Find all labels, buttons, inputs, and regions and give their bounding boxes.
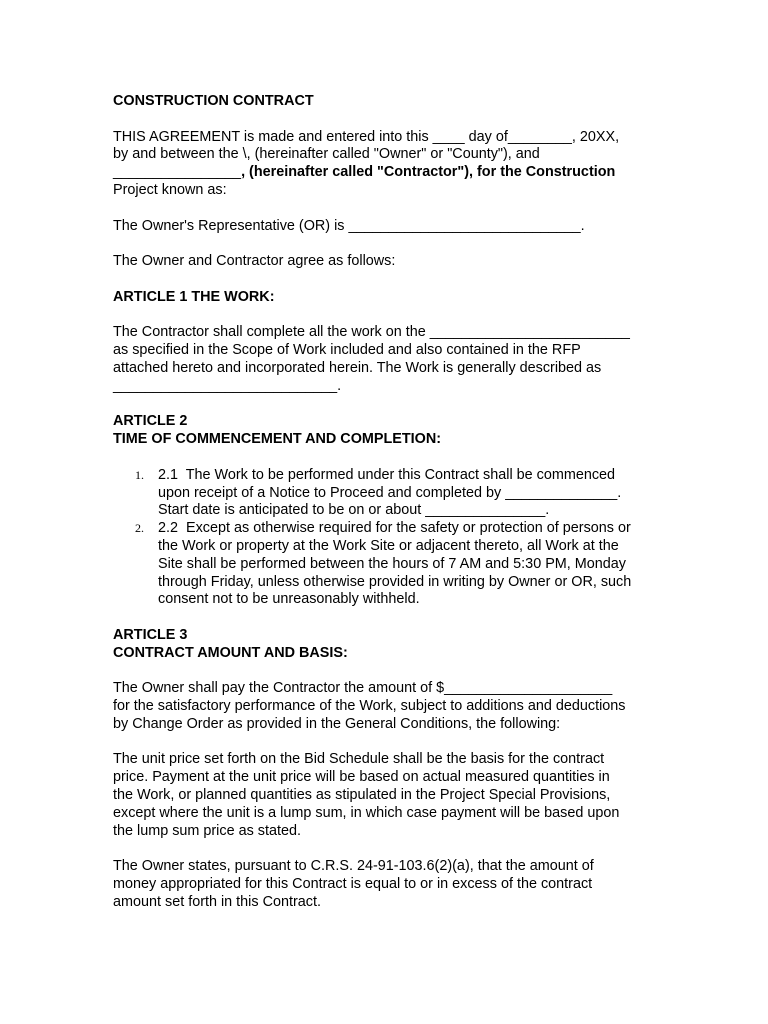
paragraph-line: as specified in the Scope of Work included and also contained in the RFP <box>113 342 581 359</box>
paragraph-line: The Owner states, pursuant to C.R.S. 24-91-103.6(2)(a), that the amount of <box>113 858 594 875</box>
list-line: Site shall be performed between the hours of 7 AM and 5:30 PM, Monday <box>158 555 626 572</box>
article-1-heading: ARTICLE 1 THE WORK: <box>113 288 275 305</box>
article-1-paragraph <box>113 324 663 395</box>
list-item <box>113 467 663 520</box>
list-text: The Work to be performed under this Contract shall be commenced <box>185 466 616 483</box>
list-text: Except as otherwise required for the safety or protection of persons or <box>186 520 631 537</box>
list-number: 2. <box>135 521 144 536</box>
representative-line: The Owner's Representative (OR) is _____________________________. <box>113 217 585 234</box>
list-line: the Work or property at the Work Site or adjacent thereto, all Work at the <box>158 537 619 554</box>
unit-price-paragraph <box>113 751 663 840</box>
list-item <box>113 520 663 609</box>
intro-line <box>113 164 615 180</box>
article-2-list <box>113 467 663 609</box>
paragraph-line: for the satisfactory performance of the Work, subject to additions and deductions <box>113 698 626 715</box>
paragraph-line: The Owner shall pay the Contractor the amount of $_____________________ <box>113 680 613 697</box>
paragraph-line: by Change Order as provided in the General Conditions, the following: <box>113 715 561 732</box>
document-title: CONSTRUCTION CONTRACT <box>113 93 314 109</box>
paragraph-line: ____________________________. <box>113 377 342 394</box>
contractor-blank: ________________ <box>113 164 242 181</box>
paragraph-line: The Contractor shall complete all the work on the _________________________ <box>113 324 630 341</box>
intro-comma: , (hereinafter called "Contractor"), for the Construction <box>241 164 616 181</box>
intro-paragraph <box>113 129 663 200</box>
paragraph-line: amount set forth in this Contract. <box>113 893 321 910</box>
list-line: through Friday, unless otherwise provided in writing by Owner or OR, such <box>158 573 632 590</box>
paragraph-line: the lump sum price as stated. <box>113 822 301 839</box>
section-number: 2.1 <box>158 466 179 483</box>
paragraph-line: attached hereto and incorporated herein. The Work is generally described as <box>113 359 602 376</box>
paragraph-line: The unit price set forth on the Bid Schedule shall be the basis for the contract <box>113 751 605 768</box>
list-line: Start date is anticipated to be on or about _______________. <box>158 502 550 519</box>
list-line <box>158 520 631 536</box>
paragraph-line: except where the unit is a lump sum, in which case payment will be based upon <box>113 804 620 821</box>
section-number: 2.2 <box>158 520 179 537</box>
article-3-number: ARTICLE 3 <box>113 626 188 643</box>
list-line <box>158 467 615 483</box>
agree-line: The Owner and Contractor agree as follows: <box>113 253 396 270</box>
list-line: consent not to be unreasonably withheld. <box>158 591 420 608</box>
article-3-title: CONTRACT AMOUNT AND BASIS: <box>113 644 348 661</box>
article-3-heading <box>113 627 663 663</box>
appropriation-paragraph <box>113 858 663 911</box>
list-number: 1. <box>135 467 144 482</box>
article-2-heading <box>113 413 663 449</box>
intro-line: THIS AGREEMENT is made and entered into this ____ day of________, 20XX, <box>113 128 620 145</box>
article-2-number: ARTICLE 2 <box>113 413 188 430</box>
paragraph-line: price. Payment at the unit price will be based on actual measured quantities in <box>113 769 610 786</box>
list-line: upon receipt of a Notice to Proceed and completed by ______________. <box>158 484 622 501</box>
intro-line: Project known as: <box>113 181 227 198</box>
article-2-title: TIME OF COMMENCEMENT AND COMPLETION: <box>113 431 442 448</box>
intro-line: by and between the \, (hereinafter called "Owner" or "County"), and <box>113 146 540 163</box>
document-body <box>113 93 663 929</box>
paragraph-line: the Work, or planned quantities as stipulated in the Project Special Provisions, <box>113 787 611 804</box>
paragraph-line: money appropriated for this Contract is equal to or in excess of the contract <box>113 876 593 893</box>
article-3-paragraph <box>113 680 663 733</box>
